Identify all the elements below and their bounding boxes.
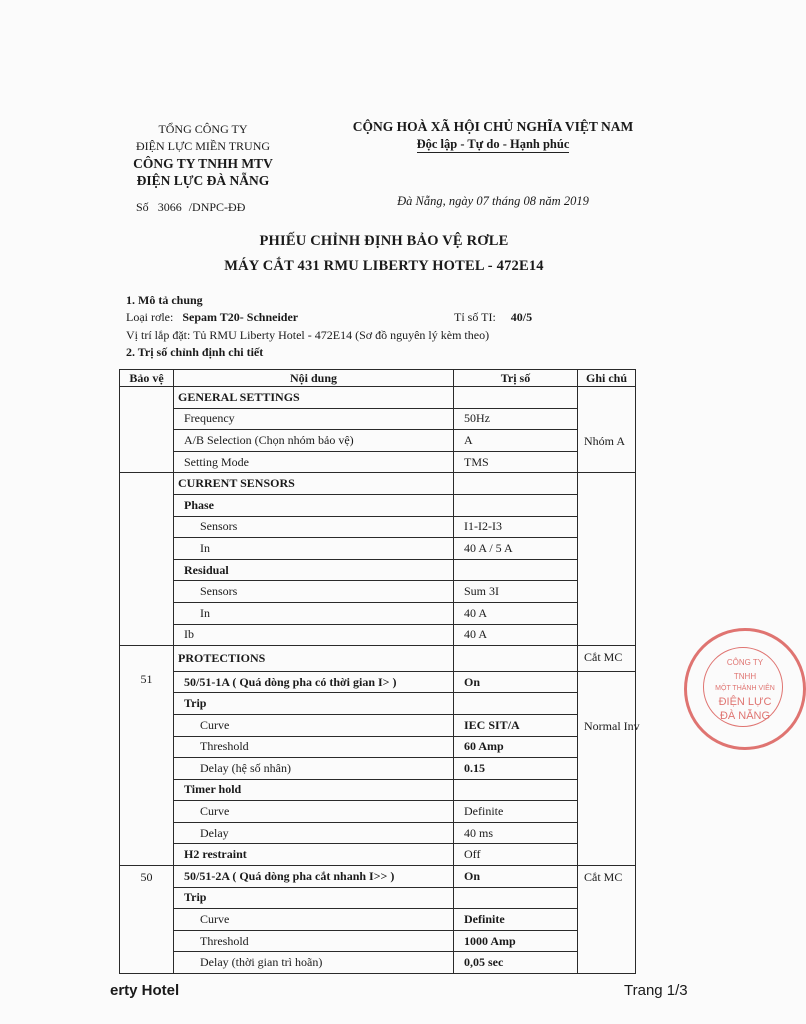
table-row <box>120 494 636 516</box>
table-row <box>120 646 636 672</box>
table-row <box>120 930 636 952</box>
protection-code-cell <box>120 473 174 646</box>
org-line-4: ĐIỆN LỰC ĐÀ NẴNG <box>136 173 270 188</box>
stamp-line-2: TNHH <box>733 672 757 681</box>
settings-table <box>119 369 640 974</box>
country-name: CỘNG HOÀ XÃ HỘI CHỦ NGHĨA VIỆT NAM <box>352 119 634 134</box>
note-cell <box>578 473 636 646</box>
table-row <box>120 473 636 495</box>
content-cell: Frequency <box>174 408 454 430</box>
content-cell: Phase <box>174 494 454 516</box>
content-cell: 50/51-2A ( Quá dòng pha cắt nhanh I>> ) <box>174 866 454 888</box>
ct-label: Tỉ số TI: <box>454 310 496 324</box>
table-row <box>120 866 636 888</box>
value-cell: Definite <box>454 909 578 931</box>
content-cell: Delay (thời gian trì hoãn) <box>174 952 454 974</box>
content-cell: In <box>174 602 454 624</box>
table-header-row <box>120 370 636 387</box>
content-cell: Delay (hệ số nhân) <box>174 758 454 780</box>
ct-value: 40/5 <box>510 310 533 324</box>
header-ghi-chu: Ghi chú <box>578 370 636 387</box>
relay-label: Loại rơle: <box>126 310 174 324</box>
protection-code-cell: 50 <box>120 866 174 974</box>
table-row <box>120 430 636 452</box>
stamp-line-5: ĐÀ NẴNG <box>719 710 771 722</box>
content-cell: Delay <box>174 822 454 844</box>
content-cell: Residual <box>174 559 454 581</box>
page-number: Trang 1/3 <box>624 982 688 999</box>
stamp-line-3: MỘT THÀNH VIÊN <box>715 685 775 692</box>
table-row <box>120 602 636 624</box>
content-cell: A/B Selection (Chọn nhóm bảo vệ) <box>174 430 454 452</box>
content-cell: CURRENT SENSORS <box>174 473 454 495</box>
table-row <box>120 671 636 693</box>
content-cell: Ib <box>174 624 454 646</box>
motto <box>335 137 651 152</box>
content-cell: In <box>174 538 454 560</box>
value-cell <box>454 559 578 581</box>
table-row <box>120 736 636 758</box>
value-cell <box>454 473 578 495</box>
value-cell: 0.15 <box>454 758 578 780</box>
note-cell: Cắt MC <box>578 866 636 974</box>
value-cell: 40 A / 5 A <box>454 538 578 560</box>
doc-no: 3066 <box>157 200 182 214</box>
value-cell: Definite <box>454 801 578 823</box>
table-row <box>120 887 636 909</box>
table-row <box>120 581 636 603</box>
content-cell: Sensors <box>174 516 454 538</box>
note-cell: Normal Inv <box>578 671 636 865</box>
footer-left-text: erty Hotel <box>110 982 180 999</box>
relay-value: Sepam T20- Schneider <box>182 310 299 324</box>
table-row <box>120 693 636 715</box>
protection-code-cell: 51 <box>120 646 174 866</box>
content-cell: Sensors <box>174 581 454 603</box>
value-cell: 0,05 sec <box>454 952 578 974</box>
value-cell: Off <box>454 844 578 866</box>
value-cell <box>454 494 578 516</box>
value-cell: A <box>454 430 578 452</box>
table-row <box>120 952 636 974</box>
ct-ratio <box>454 310 532 325</box>
table-row <box>120 714 636 736</box>
document-number <box>136 200 245 215</box>
content-cell: 50/51-1A ( Quá dòng pha có thời gian I> ) <box>174 671 454 693</box>
table-row <box>120 822 636 844</box>
org-line-3: CÔNG TY TNHH MTV <box>133 156 273 171</box>
table-row <box>120 909 636 931</box>
table-row <box>120 451 636 473</box>
value-cell: 40 A <box>454 624 578 646</box>
motto-text: Độc lập - Tự do - Hạnh phúc <box>416 137 570 151</box>
value-cell: Sum 3I <box>454 581 578 603</box>
value-cell: On <box>454 671 578 693</box>
detail-heading: 2. Trị số chỉnh định chi tiết <box>126 345 264 359</box>
document-title: PHIẾU CHỈNH ĐỊNH BẢO VỆ RƠLE <box>259 233 509 249</box>
content-cell: Threshold <box>174 736 454 758</box>
content-cell: Curve <box>174 801 454 823</box>
note-cell: Nhóm A <box>578 387 636 473</box>
content-cell: PROTECTIONS <box>174 646 454 672</box>
value-cell: 40 ms <box>454 822 578 844</box>
document-subtitle: MÁY CẮT 431 RMU LIBERTY HOTEL - 472E14 <box>224 258 544 274</box>
value-cell: I1-I2-I3 <box>454 516 578 538</box>
stamp-line-4: ĐIỆN LỰC <box>718 696 772 708</box>
table-row <box>120 624 636 646</box>
table-row <box>120 559 636 581</box>
org-line-2: ĐIỆN LỰC MIỀN TRUNG <box>135 139 271 153</box>
table-row <box>120 779 636 801</box>
content-cell: Trip <box>174 693 454 715</box>
table-row <box>120 387 636 409</box>
protection-code-cell <box>120 387 174 473</box>
header-bao-ve: Bảo vệ <box>120 370 174 387</box>
value-cell <box>454 646 578 672</box>
value-cell: IEC SIT/A <box>454 714 578 736</box>
doc-code: /DNPC-ĐĐ <box>188 200 246 214</box>
table-row <box>120 801 636 823</box>
value-cell: 60 Amp <box>454 736 578 758</box>
value-cell <box>454 887 578 909</box>
table-row <box>120 844 636 866</box>
header-noi-dung: Nội dung <box>174 370 454 387</box>
table-row <box>120 516 636 538</box>
table-row <box>120 538 636 560</box>
content-cell: Timer hold <box>174 779 454 801</box>
relay-type <box>126 310 298 325</box>
stamp-line-1: CÔNG TY <box>726 658 764 667</box>
organization-header <box>118 121 288 189</box>
content-cell: Curve <box>174 714 454 736</box>
table-row <box>120 758 636 780</box>
content-cell: GENERAL SETTINGS <box>174 387 454 409</box>
value-cell: 1000 Amp <box>454 930 578 952</box>
value-cell: TMS <box>454 451 578 473</box>
note-cell: Cắt MC <box>578 646 636 672</box>
value-cell: 40 A <box>454 602 578 624</box>
value-cell: 50Hz <box>454 408 578 430</box>
table-row <box>120 408 636 430</box>
value-cell <box>454 779 578 801</box>
content-cell: Setting Mode <box>174 451 454 473</box>
content-cell: H2 restraint <box>174 844 454 866</box>
doc-no-label: Số <box>136 200 149 214</box>
location: Vị trí lắp đặt: Tủ RMU Liberty Hotel - 472E14 (Sơ đồ nguyên lý kèm theo) <box>126 328 490 342</box>
content-cell: Threshold <box>174 930 454 952</box>
date-line: Đà Nẵng, ngày 07 tháng 08 năm 2019 <box>397 194 589 208</box>
header-tri-so: Trị số <box>454 370 578 387</box>
company-stamp <box>684 628 806 750</box>
value-cell: On <box>454 866 578 888</box>
general-heading: 1. Mô tả chung <box>126 293 203 307</box>
value-cell <box>454 387 578 409</box>
org-line-1: TỔNG CÔNG TY <box>158 122 248 136</box>
content-cell: Curve <box>174 909 454 931</box>
value-cell <box>454 693 578 715</box>
content-cell: Trip <box>174 887 454 909</box>
